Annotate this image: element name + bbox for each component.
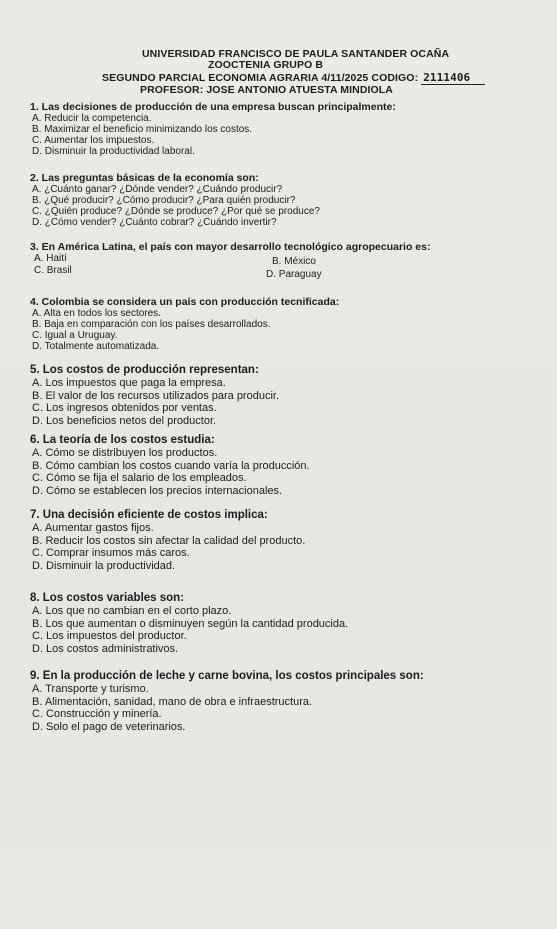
question-9: [30, 670, 530, 733]
answer-option: B. Los que aumentan o disminuyen según la cantidad producida.: [32, 617, 349, 630]
question-stem: 6. La teoría de los costos estudia:: [30, 434, 215, 446]
question-stem: 2. Las preguntas básicas de la economía son:: [30, 172, 259, 184]
student-code: 2111406: [421, 71, 485, 85]
question-7: [30, 509, 530, 572]
answer-option: D. Los beneficios netos del productor.: [32, 414, 217, 427]
answer-option: A. Alta en todos los sectores.: [32, 308, 161, 319]
answer-option: C. Comprar insumos más caros.: [32, 547, 190, 559]
answer-option: C. Los ingresos obtenidos por ventas.: [32, 402, 217, 414]
answer-option: B. ¿Qué producir? ¿Cómo producir? ¿Para quién producir?: [32, 195, 296, 206]
answer-option: D. Paraguay: [266, 269, 322, 280]
answer-option: C. Aumentar los impuestos.: [32, 135, 155, 146]
answer-option: A. Los impuestos que paga la empresa.: [32, 377, 226, 389]
answer-option: C. Brasil: [34, 265, 72, 276]
answer-option: A. Transporte y turismo.: [32, 683, 149, 695]
professor-name: PROFESOR: JOSE ANTONIO ATUESTA MINDIOLA: [140, 84, 393, 96]
answer-option: A. Cómo se distribuyen los productos.: [32, 447, 218, 459]
option-row: [30, 264, 530, 278]
question-stem: 4. Colombia se considera un país con producción tecnificada:: [30, 296, 340, 308]
answer-option: D. Los costos administrativos.: [32, 642, 179, 655]
answer-option: A. Aumentar gastos fijos.: [32, 522, 154, 534]
question-2: [30, 172, 530, 228]
answer-option: B. Baja en comparación con los países desarrollados.: [32, 319, 271, 330]
answer-option: C. Los impuestos del productor.: [32, 630, 187, 642]
question-5: [30, 364, 530, 427]
question-4: [30, 296, 530, 352]
answer-option: B. Alimentación, sanidad, mano de obra e infraestructura.: [32, 695, 313, 708]
answer-option: C. Construcción y minería.: [32, 708, 162, 720]
answer-option: D. Solo el pago de veterinarios.: [32, 720, 186, 733]
answer-option: B. El valor de los recursos utilizados para producir.: [32, 389, 280, 402]
answer-option: B. México: [272, 256, 316, 267]
university-name: UNIVERSIDAD FRANCISCO DE PAULA SANTANDER OCAÑA: [142, 48, 450, 60]
exam-line: [102, 71, 485, 85]
question-stem: 3. En América Latina, el país con mayor desarrollo tecnológico agropecuario es:: [30, 241, 431, 253]
question-stem: 1. Las decisiones de producción de una empresa buscan principalmente:: [30, 101, 396, 113]
answer-option: C. ¿Quién produce? ¿Dónde se produce? ¿Por qué se produce?: [32, 206, 320, 217]
answer-option: A. Los que no cambian en el corto plazo.: [32, 605, 232, 617]
answer-option: D. Disminuir la productividad.: [32, 559, 176, 572]
question-3: [30, 241, 530, 278]
question-stem: 5. Los costos de producción representan:: [30, 364, 259, 376]
question-stem: 9. En la producción de leche y carne bovina, los costos principales son:: [30, 670, 424, 682]
question-1: [30, 101, 530, 157]
question-stem: 8. Los costos variables son:: [30, 592, 185, 604]
answer-option: B. Reducir los costos sin afectar la calidad del producto.: [32, 534, 306, 547]
question-8: [30, 592, 530, 655]
answer-option: A. ¿Cuánto ganar? ¿Dónde vender? ¿Cuándo producir?: [32, 184, 283, 195]
answer-option: D. Totalmente automatizada.: [32, 341, 160, 352]
exam-title: SEGUNDO PARCIAL ECONOMIA AGRARIA 4/11/2025 CODIGO:: [102, 72, 419, 84]
program-name: ZOOCTENIA GRUPO B: [208, 59, 324, 71]
answer-option: A. Haití: [34, 253, 67, 264]
question-6: [30, 434, 530, 497]
answer-option: D. Disminuir la productividad laboral.: [32, 146, 195, 157]
answer-option: C. Igual a Uruguay.: [32, 330, 118, 341]
answer-option: B. Cómo cambian los costos cuando varía la producción.: [32, 459, 310, 472]
question-stem: 7. Una decisión eficiente de costos implica:: [30, 509, 268, 521]
answer-option: C. Cómo se fija el salario de los empleados.: [32, 472, 247, 484]
answer-option: A. Reducir la competencia.: [32, 113, 152, 124]
answer-option: B. Maximizar el beneficio minimizando los costos.: [32, 124, 253, 135]
answer-option: D. Cómo se establecen los precios internacionales.: [32, 484, 283, 497]
answer-option: D. ¿Cómo vender? ¿Cuánto cobrar? ¿Cuándo invertir?: [32, 217, 277, 228]
option-row: [30, 253, 530, 267]
